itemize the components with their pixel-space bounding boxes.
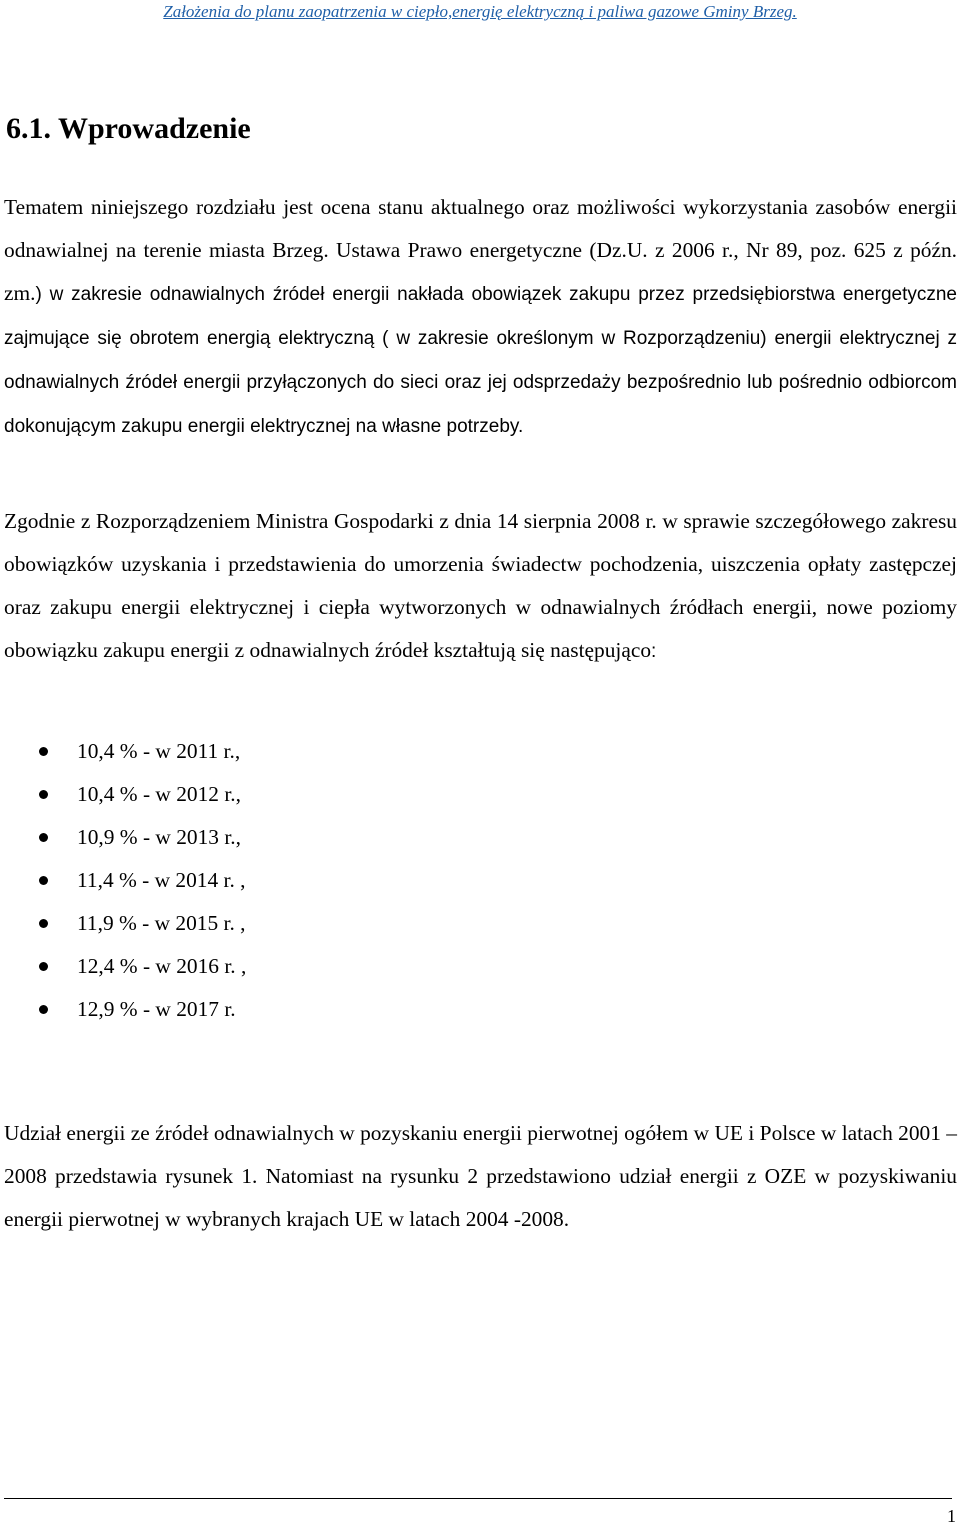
- list-item-text: 11,4 % - w 2014 r. ,: [77, 868, 246, 892]
- running-header: Założenia do planu zaopatrzenia w ciepło,energię elektryczną i paliwa gazowe Gminy Brzeg.: [163, 2, 797, 21]
- list-item: [0, 816, 246, 859]
- share-paragraph: Udział energii ze źródeł odnawialnych w pozyskaniu energii pierwotnej ogółem w UE i Polsce w latach 2001 – 2008 przedstawia rysunek 1. Natomiast na rysunku 2 przedstawiono udział energii z OZE w pozyskiwaniu energii pierwotnej w wybranych krajach UE w latach 2004 -2008.: [4, 1121, 957, 1231]
- list-item: [0, 902, 246, 945]
- bullet-icon: [39, 919, 48, 928]
- list-item: [0, 945, 246, 988]
- section-title: 6.1. Wprowadzenie: [6, 112, 251, 145]
- bullet-icon: [39, 790, 48, 799]
- footer-divider: [4, 1498, 952, 1499]
- list-item-text: 11,9 % - w 2015 r. ,: [77, 911, 246, 935]
- regulation-paragraph-colon: :: [651, 641, 657, 662]
- list-item-text: 10,4 % - w 2012 r.,: [77, 782, 241, 806]
- page-number: 1: [947, 1506, 956, 1526]
- list-item: [0, 859, 246, 902]
- intro-paragraph-sans: ) w zakresie odnawialnych źródeł energii nakłada obowiązek zakupu przez przedsiębiorstwa energetyczne zajmujące się obrotem energią elektryczną ( w zakresie określonym w Rozporządzeniu) energii elektrycznej z odnawialnych źródeł energii przyłączonych do sieci oraz jej odsprzedaży bezpośrednio lub pośrednio odbiorcom dokonującym zakupu energii elektrycznej na własne potrzeby.: [4, 284, 957, 437]
- intro-paragraph-serif: Tematem niniejszego rozdziału jest ocena stanu aktualnego oraz możliwości wykorzystania zasobów energii odnawialnej na terenie miasta Brzeg. Ustawa Prawo energetyczne (Dz.U. z 2006 r., Nr 89, poz. 625 z późn. zm.: [4, 195, 957, 305]
- list-item: [0, 988, 246, 1031]
- list-item-text: 12,4 % - w 2016 r. ,: [77, 954, 247, 978]
- bullet-icon: [39, 747, 48, 756]
- regulation-paragraph-text: Zgodnie z Rozporządzeniem Ministra Gospodarki z dnia 14 sierpnia 2008 r. w sprawie szczegółowego zakresu obowiązków uzyskania i przedstawienia do umorzenia świadectw pochodzenia, uiszczenia opłaty zastępczej oraz zakupu energii elektrycznej i ciepła wytworzonych w odnawialnych źródłach energii, nowe poziomy obowiązku zakupu energii z odnawialnych źródeł kształtują się następująco: [4, 509, 957, 662]
- obligation-levels-list: [0, 730, 246, 1031]
- regulation-paragraph: [4, 500, 957, 673]
- bullet-icon: [39, 1005, 48, 1014]
- list-item-text: 10,4 % - w 2011 r.,: [77, 739, 241, 763]
- bullet-icon: [39, 833, 48, 842]
- list-item-text: 12,9 % - w 2017 r.: [77, 997, 236, 1021]
- list-item-text: 10,9 % - w 2013 r.,: [77, 825, 241, 849]
- intro-paragraph: [4, 186, 957, 448]
- list-item: [0, 773, 246, 816]
- bullet-icon: [39, 962, 48, 971]
- list-item: [0, 730, 246, 773]
- bullet-icon: [39, 876, 48, 885]
